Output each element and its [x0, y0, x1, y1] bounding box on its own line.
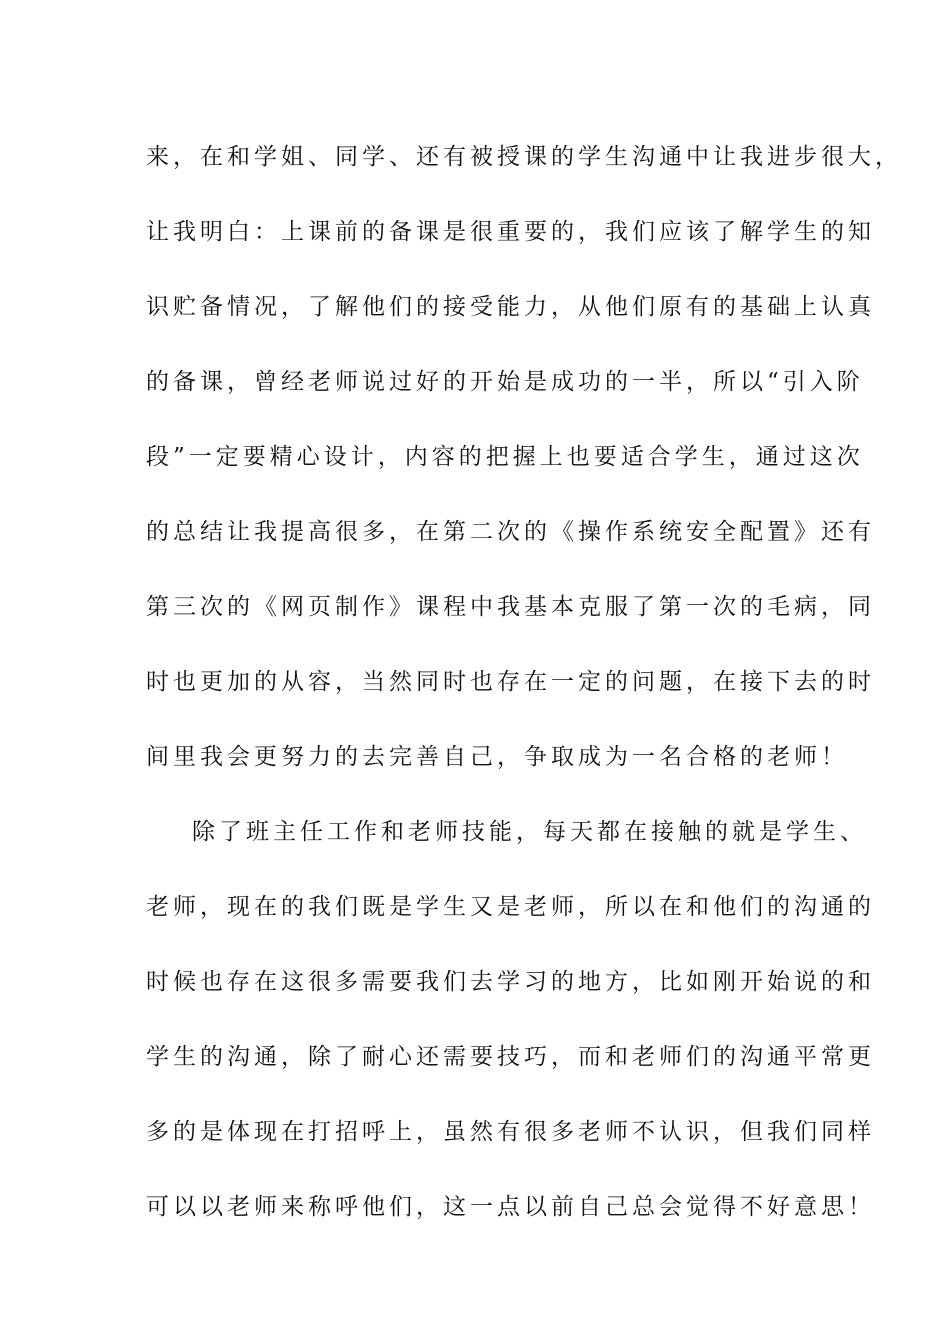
text-line: 让我明白：上课前的备课是很重要的，我们应该了解学生的知 [146, 219, 875, 245]
text-line-indented: 除了班主任工作和老师技能，每天都在接触的就是学生、 [192, 819, 867, 845]
text-line: 的总结让我提高很多，在第二次的《操作系统安全配置》还有 [146, 519, 875, 545]
text-line: 段”一定要精心设计，内容的把握上也要适合学生，通过这次 [146, 444, 864, 470]
text-line: 学生的沟通，除了耐心还需要技巧，而和老师们的沟通平常更 [146, 1044, 875, 1070]
text-line: 时候也存在这很多需要我们去学习的地方，比如刚开始说的和 [146, 969, 875, 995]
text-line: 第三次的《网页制作》课程中我基本克服了第一次的毛病，同 [146, 594, 875, 620]
text-line: 识贮备情况，了解他们的接受能力，从他们原有的基础上认真 [146, 294, 875, 320]
text-line: 可以以老师来称呼他们，这一点以前自己总会觉得不好意思！ [146, 1194, 875, 1220]
document-body [146, 132, 902, 1257]
text-line: 老师，现在的我们既是学生又是老师，所以在和他们的沟通的 [146, 894, 875, 920]
text-line: 多的是体现在打招呼上，虽然有很多老师不认识，但我们同样 [146, 1119, 875, 1145]
text-line: 来，在和学姐、同学、还有被授课的学生沟通中让我进步很大， [146, 144, 902, 170]
paragraph-1 [146, 132, 902, 807]
paragraph-2 [146, 807, 875, 1257]
text-line: 的备课，曾经老师说过好的开始是成功的一半，所以“引入阶 [146, 369, 864, 395]
text-line: 时也更加的从容，当然同时也存在一定的问题，在接下去的时 [146, 669, 875, 695]
text-line: 间里我会更努力的去完善自己，争取成为一名合格的老师！ [146, 744, 848, 770]
